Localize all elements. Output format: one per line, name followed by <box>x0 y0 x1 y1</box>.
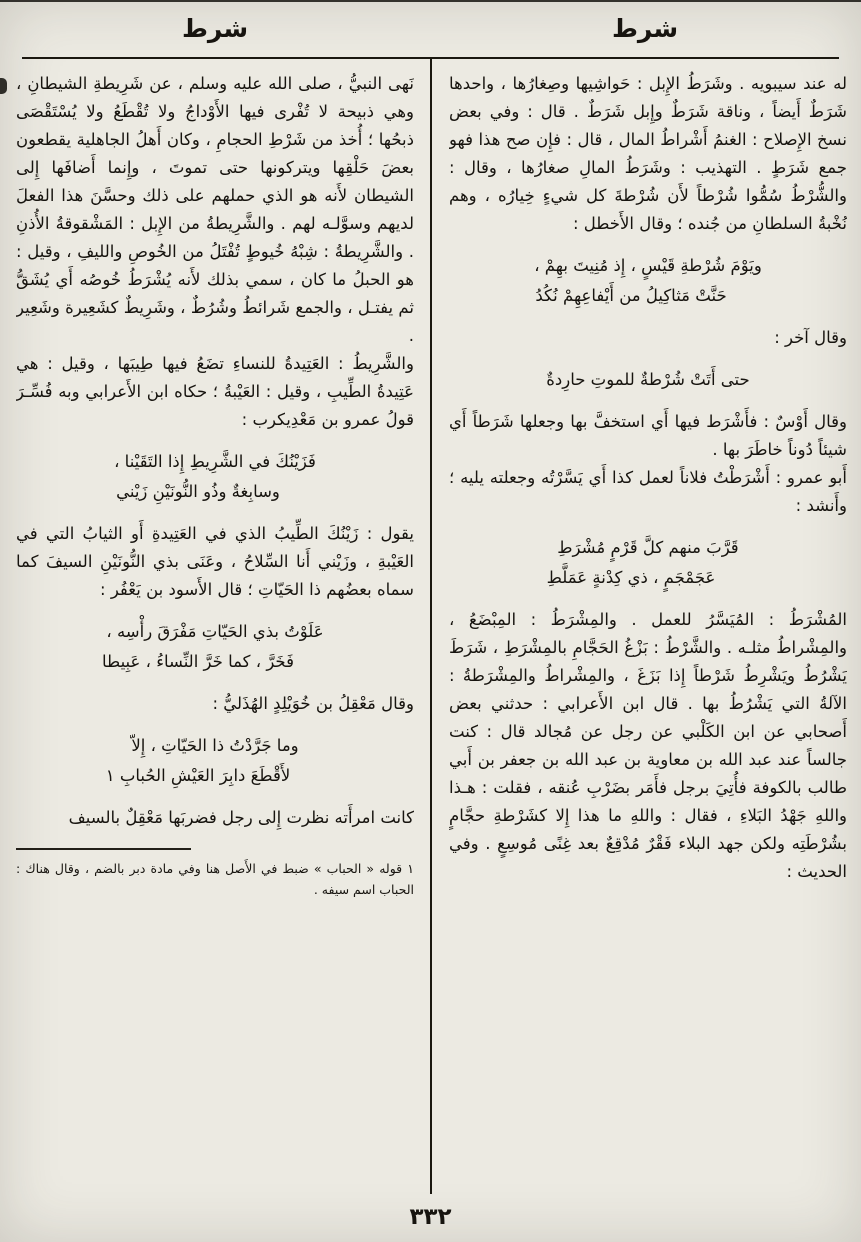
text-paragraph: والشَّرِيطُ : العَتِيدةُ للنساءِ تضَعُ فيها طِيبَها ، وقيل : هي عَتِيدةُ الطِّيبِ ، وقيل : العَيْبةُ ؛ حكاه ابن الأَعرابي وبه فُسِّـرَ قولُ عمرو بن مَعْدِيكرب : <box>16 354 414 429</box>
poetry-hemistich: حَنَّتْ مَثاكِيلُ من أَيْفاعِهِمْ نُكُدُ <box>535 286 727 305</box>
text-paragraph: أَبو عمرو : أَشْرَطْتُ فلاناً لعمل كذا أَي يَسَّرْتُه وجعلته يليه ؛ وأَنشد : <box>449 468 847 515</box>
text-paragraph: وقال مَعْقِلُ بن خُوَيْلِدٍ الهُذَليُّ : <box>212 694 414 713</box>
poetry-hemistich: ويَوْمَ شُرْطةِ قَيْسٍ ، إِذ مُنِيتَ بهِمْ ، <box>534 256 762 275</box>
column-left <box>16 70 414 1200</box>
text-paragraph: يقول : زَيْنُكَ الطِّيبُ الذي في العَتِيدةِ أَو الثيابُ التي في العَيْبةِ ، وزَيْني أَنا السِّلاحُ ، وعَنَى بذي النُّونَيْنِ السيفَ كما سماه بعضُهم ذا الحَيّاتِ ؛ قال الأَسود بن يَعْفُر : <box>16 524 414 599</box>
text-paragraph: المُشْرَطُ : المُيَسَّرُ للعمل . والمِشْرَطُ : المِبْضَعُ ، والمِشْراطُ مثلـه . والشَّرْطُ : بَزْغُ الحَجَّامِ بالمِشْرَطِ ، شَرَطَ يَشْرُطُ ويَشْرِطُ شَرْطاً إِذا بَزَغَ ، والمِشْراطُ والمِشْرَطةُ : الآلةُ التي يَشْرُطُ بها . قال ابن الأَعرابي : حدثني بعض أَصحابي عن ابن الكَلْبي عن رجل عن مُجالد قال : كنت جالساً عند عبد الله بن معاوية بن عبد الله بن جعفر بن أَبي طالب بالكوفة فأُتِيَ برجل فأَمَر بضَرْبِ عُنقه ، فقلت : هـذا واللهِ جَهْدُ البَلاءِ ، فقال : واللهِ ما هذا إِلا كشَرْطةِ حجَّامٍ بشُرْطَتِه ولكن جهد البلاء فَقْرٌ مُدْقِعٌ بعد غِنًى مُوسِعٍ . وفي الحديث : <box>449 610 847 881</box>
text-paragraph: وقال أَوْسٌ : فأَشْرَط فيها أَي استخفَّ بها وجعلها شَرَطاً أَي شيئاً دُوناً خاطَرَ بها . <box>449 412 847 459</box>
text-paragraph: نَهى النبيُّ ، صلى الله عليه وسلم ، عن شَرِيطةِ الشيطانِ ، وهي ذبيحة لا تُفْرى فيها الأَوْداجُ ولا تُقْطَعُ ولا يُسْتَقْصَى ذبحُها ؛ أُخذ من شَرْطِ الحجامِ ، وكان أَهلُ الجاهلية يقطعون بعضَ حَلْقِها ويتركونها حتى تموتَ ، وإِنما أَضافَها إِلى الشيطان لأَنه هو الذي حملهم على ذلك وحسَّنَ هذا الفعلَ لديهم وسوَّلـه لهم . والشَّرِيطةُ من الإِبل : المَشْقوقةُ الأُذنِ . والشَّرِيطةُ : شِبْهُ خُيوطٍ تُفْتَلُ من الخُوصِ والليفِ ، وقيل : هو الحبلُ ما كان ، سمي بذلك لأَنه يُشْرَطُ خُوصُه أَي يُشَقُّ ثم يفتـل ، والجمع شَرائطُ وشُرُطٌ ، وشَرِيطٌ كشَعِيرة وشَعِير . <box>16 74 414 345</box>
poetry-hemistich: لأَقْطَعَ دابِرَ العَيْشِ الحُبابِ ١ <box>105 766 291 785</box>
column-left-text <box>16 70 414 832</box>
poetry-verse <box>16 731 414 791</box>
column-divider <box>430 57 432 1194</box>
poetry-hemistich: وما جَرَّدْتُ ذا الحَيّاتِ ، إِلاّ <box>131 736 299 755</box>
text-paragraph: كانت امرأَته نظرت إِلى رجل فضربَها مَعْقِلٌ بالسيف <box>68 808 414 827</box>
poetry-verse <box>16 617 414 677</box>
scan-artifact <box>0 78 7 94</box>
poetry-hemistich: قَرَّبَ منهم كلَّ قَرْمٍ مُشْرَطِ <box>557 538 739 557</box>
text-paragraph: وقال آخر : <box>774 328 847 347</box>
poetry-hemistich: وسابِغةٌ وذُو النُّونَيْنِ زَيْني <box>116 482 280 501</box>
poetry-hemistich: حتى أَتَتْ شُرْطةٌ للموتِ حارِدةٌ <box>546 370 750 389</box>
right-column-header: شرط <box>611 14 679 43</box>
left-column-header: شرط <box>181 14 249 43</box>
poetry-hemistich: فَخَرَّ ، كما خَرَّ النِّساءُ ، عَبِيطا <box>102 652 294 671</box>
poetry-verse <box>449 251 847 311</box>
page-number: ٣٣٢ <box>409 1204 452 1230</box>
scan-top-edge <box>0 0 861 2</box>
poetry-verse <box>449 533 847 593</box>
poetry-hemistich: عَلَوْتُ بذي الحَيّاتِ مَفْرَقَ رأْسِه ، <box>106 622 324 641</box>
text-paragraph: له عند سيبويه . وشَرَطُ الإِبل : حَواشِيها وصِغارُها ، واحدها شَرَطٌ أَيضاً ، وناقة شَرَطٌ وإِبل شَرَطٌ . قال : وفي بعض نسخ الإِصلاح : الغنمُ أَشْراطُ المال ، قال : فإِن صح هذا فهو جمع شَرَطٍ . التهذيب : وشَرَطُ المالِ صغارُها ، وقال : والشُّرْطُ سُمُّوا شُرْطاً لأَن شُرْطةَ كل شيءٍ خِيارُه ، وهم نُخْبةُ السلطانِ من جُنده ؛ وقال الأَخطل : <box>449 74 847 233</box>
footnote-divider <box>16 848 191 850</box>
poetry-hemistich: عَجَمْجَمٍ ، ذي كِدْنةٍ عَمَلَّطِ <box>546 568 716 587</box>
poetry-verse <box>449 365 847 395</box>
poetry-hemistich: فَزَيْنُكَ في الشَّرِيطِ إِذا التَقَيْنا ، <box>114 452 316 471</box>
column-right <box>449 70 847 1200</box>
poetry-verse <box>16 447 414 507</box>
footnote: ١ قوله « الحباب » ضبط في الأَصل هنا وفي مادة دبر بالضم ، وقال هناك : الحباب اسم سيفه . <box>16 860 414 897</box>
